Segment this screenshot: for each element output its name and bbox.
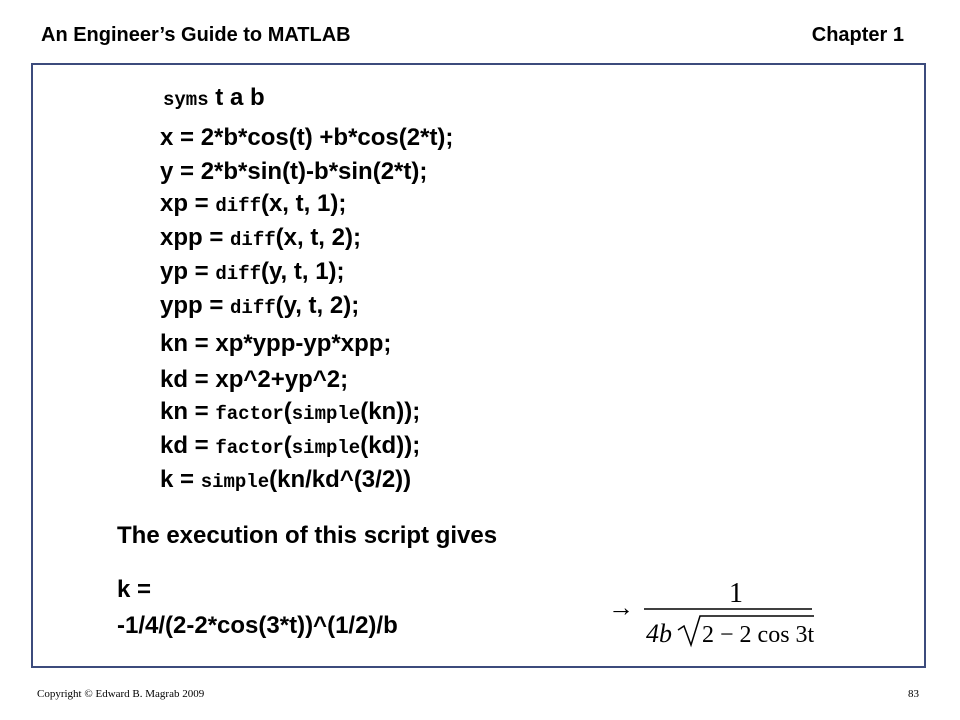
code-line-kn-factor: kn = factor(simple(kn)); <box>160 398 421 425</box>
chapter-label: Chapter 1 <box>811 24 904 46</box>
result-formula <box>608 562 828 652</box>
formula-radicand: 2 − 2 cos 3t <box>702 622 815 648</box>
header-title: An Engineer’s Guide to MATLAB <box>41 24 351 46</box>
code-line-x: x = 2*b*cos(t) +b*cos(2*t); <box>160 124 454 151</box>
code-line-kn: kn = xp*ypp-yp*xpp; <box>160 330 392 357</box>
code-line-xp: xp = diff(x, t, 1); <box>160 190 347 217</box>
code-line-ypp: ypp = diff(y, t, 2); <box>160 292 360 319</box>
page-number: 83 <box>908 688 919 700</box>
fn-factor: factor <box>215 403 284 425</box>
fn-diff: diff <box>215 263 261 285</box>
formula-graphic <box>608 562 828 652</box>
result-k-label: k = <box>117 576 152 603</box>
fn-simple: simple <box>200 471 270 493</box>
formula-numerator: 1 <box>729 578 743 609</box>
code-line-y: y = 2*b*sin(t)-b*sin(2*t); <box>160 158 428 185</box>
footer-copyright: Copyright © Edward B. Magrab 2009 <box>37 688 205 700</box>
result-intro: The execution of this script gives <box>117 522 498 549</box>
result-k-value: -1/4/(2-2*cos(3*t))^(1/2)/b <box>117 612 398 639</box>
code-line-xpp: xpp = diff(x, t, 2); <box>160 224 361 251</box>
fn-diff: diff <box>215 195 261 217</box>
fn-simple: simple <box>291 437 361 459</box>
code-line-kd: kd = xp^2+yp^2; <box>160 366 349 393</box>
fn-factor: factor <box>215 437 284 459</box>
fn-diff: diff <box>230 297 276 319</box>
code-line-syms: syms t a b <box>163 84 265 111</box>
code-line-yp: yp = diff(y, t, 1); <box>160 258 345 285</box>
arrow-icon: → <box>608 593 634 622</box>
formula-coefficient: 4b <box>646 619 672 648</box>
code-line-k: k = simple(kn/kd^(3/2)) <box>160 466 412 493</box>
keyword-syms: syms <box>163 89 209 111</box>
fn-diff: diff <box>230 229 276 251</box>
code-line-kd-factor: kd = factor(simple(kd)); <box>160 432 421 459</box>
fn-simple: simple <box>291 403 361 425</box>
